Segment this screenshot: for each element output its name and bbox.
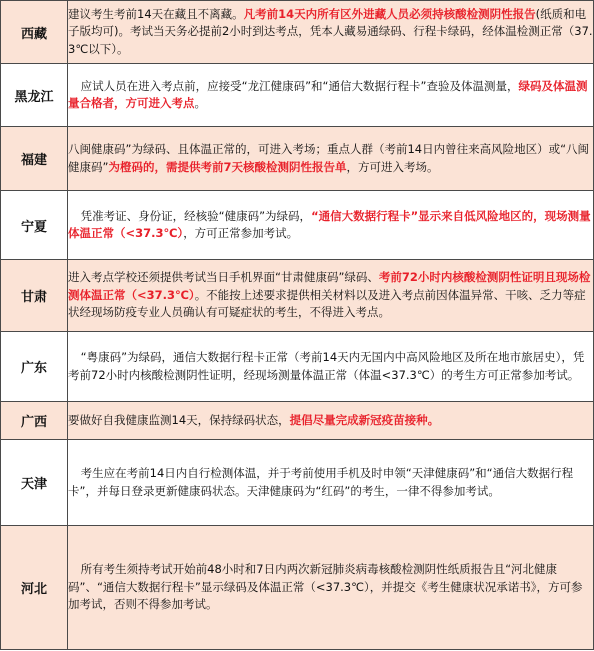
row-heilongjiang bbox=[1, 64, 594, 127]
row-gansu bbox=[1, 260, 594, 332]
row-xizang bbox=[1, 1, 594, 64]
row-ningxia bbox=[1, 191, 594, 260]
rule-cell: 凭准考证、身份证，经核验“健康码”为绿码，“通信大数据行程卡”显示来自低风险地区的，现场测量体温正常（<37.3℃），方可正常参加考试。 bbox=[68, 191, 594, 260]
row-tianjin bbox=[1, 440, 594, 526]
province-cell: 西藏 bbox=[1, 1, 68, 64]
rule-cell: 建议考生考前14天在藏且不离藏。凡考前14天内所有区外进藏人员必须持核酸检测阴性报告(纸质和电子版均可)。考试当天务必提前2小时到达考点，凭本人藏易通绿码、行程卡绿码，经体温检测正常（37.3℃以下）。 bbox=[68, 1, 594, 64]
rule-cell: 八闽健康码”为绿码、且体温正常的，可进入考场；重点人群（考前14日内曾往来高风险地区）或“八闽健康码”为橙码的，需提供考前7天核酸检测阴性报告单，方可进入考场。 bbox=[68, 127, 594, 191]
rule-cell: “粤康码”为绿码，通信大数据行程卡正常（考前14天内无国内中高风险地区及所在地市旅居史），凭考前72小时内核酸检测阴性证明，经现场测量体温正常（体温<37.3℃）的考生方可正常参加考试。 bbox=[68, 332, 594, 402]
province-cell: 甘肃 bbox=[1, 260, 68, 332]
province-cell: 广西 bbox=[1, 402, 68, 440]
province-cell: 广东 bbox=[1, 332, 68, 402]
rule-cell: 要做好自我健康监测14天，保持绿码状态，提倡尽量完成新冠疫苗接种。 bbox=[68, 402, 594, 440]
rule-cell: 应试人员在进入考点前，应接受“龙江健康码”和“通信大数据行程卡”查验及体温测量，绿码及体温测量合格者，方可进入考点。 bbox=[68, 64, 594, 127]
row-guangdong bbox=[1, 332, 594, 402]
rule-cell: 进入考点学校还须提供考试当日手机界面“甘肃健康码”绿码、考前72小时内核酸检测阴性证明且现场检测体温正常（<37.3℃）。不能按上述要求提供相关材料以及进入考点前因体温异常、干咳、乏力等症状经现场防疫专业人员确认有可疑症状的考生，不得进入考点。 bbox=[68, 260, 594, 332]
province-cell: 天津 bbox=[1, 440, 68, 526]
province-cell: 黑龙江 bbox=[1, 64, 68, 127]
row-hebei bbox=[1, 526, 594, 650]
row-fujian bbox=[1, 127, 594, 191]
row-guangxi bbox=[1, 402, 594, 440]
province-cell: 河北 bbox=[1, 526, 68, 650]
rule-cell: 考生应在考前14日内自行检测体温，并于考前使用手机及时申领“天津健康码”和“通信大数据行程卡”，并每日登录更新健康码状态。天津健康码为“红码”的考生，一律不得参加考试。 bbox=[68, 440, 594, 526]
province-cell: 宁夏 bbox=[1, 191, 68, 260]
province-cell: 福建 bbox=[1, 127, 68, 191]
rule-cell: 所有考生须持考试开始前48小时和7日内两次新冠肺炎病毒核酸检测阴性纸质报告且“河北健康码”、“通信大数据行程卡”显示绿码及体温正常（<37.3℃），并提交《考生健康状况承诺书》，方可参加考试，否则不得参加考试。 bbox=[68, 526, 594, 650]
